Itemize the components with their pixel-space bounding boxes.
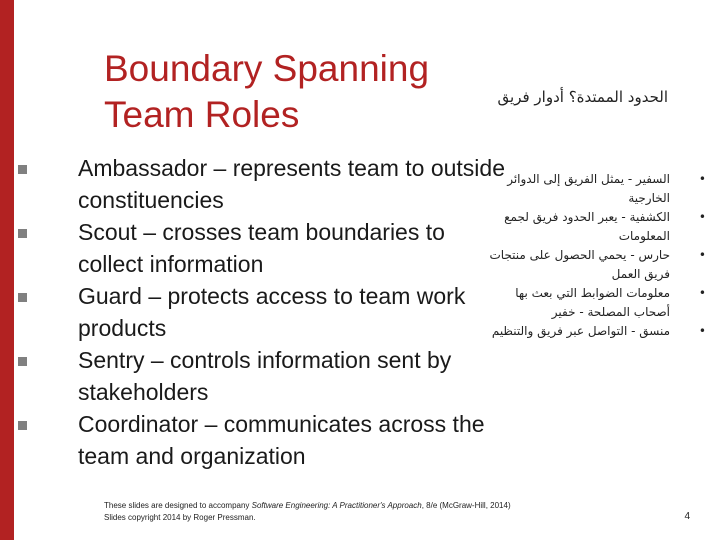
bullet-text: Guard – protects access to team work products bbox=[78, 283, 466, 341]
title-line-2: Team Roles bbox=[104, 94, 300, 135]
arabic-bullet-item bbox=[486, 246, 706, 284]
bullet-text: Scout – crosses team boundaries to collect information bbox=[78, 219, 445, 277]
bullet-item bbox=[18, 280, 508, 344]
square-bullet-icon bbox=[18, 421, 27, 430]
title-line-1: Boundary Spanning bbox=[104, 48, 430, 89]
footer-text-1: These slides are designed to accompany bbox=[104, 501, 252, 510]
dot-bullet-icon: • bbox=[698, 324, 706, 338]
arabic-bullet-text: معلومات الضوابط التي بعث بها أصحاب المصلحة - خفير bbox=[515, 286, 670, 319]
bullet-text: Coordinator – communicates across the team and organization bbox=[78, 411, 485, 469]
dot-bullet-icon: • bbox=[698, 172, 706, 186]
bullet-text: Sentry – controls information sent by stakeholders bbox=[78, 347, 452, 405]
arabic-title: الحدود الممتدة؟ أدوار فريق bbox=[497, 88, 668, 106]
accent-bar bbox=[0, 0, 14, 540]
arabic-bullet-text: منسق - التواصل عبر فريق والتنظيم bbox=[491, 324, 670, 338]
square-bullet-icon bbox=[18, 165, 27, 174]
arabic-bullet-item bbox=[486, 284, 706, 322]
page-number: 4 bbox=[684, 511, 690, 522]
arabic-bullet-text: السفير - يمثل الفريق إلى الدوائر الخارجية bbox=[507, 172, 670, 205]
bullet-text: Ambassador – represents team to outside constituencies bbox=[78, 155, 506, 213]
bullet-item bbox=[18, 408, 508, 472]
square-bullet-icon bbox=[18, 229, 27, 238]
square-bullet-icon bbox=[18, 357, 27, 366]
footer-book-title: Software Engineering: A Practitioner's Approach bbox=[251, 501, 422, 510]
footer-text-2: , 8/e (McGraw-Hill, 2014) Slides copyright 2014 by Roger Pressman. bbox=[104, 501, 511, 522]
arabic-bullet-item bbox=[486, 208, 706, 246]
dot-bullet-icon: • bbox=[698, 286, 706, 300]
bullet-list bbox=[18, 152, 508, 472]
arabic-bullet-item bbox=[486, 170, 706, 208]
bullet-item bbox=[18, 152, 508, 216]
arabic-bullet-text: حارس - يحمي الحصول على منتجات فريق العمل bbox=[489, 248, 670, 281]
arabic-bullet-item bbox=[486, 322, 706, 341]
copyright-footer bbox=[104, 500, 534, 524]
arabic-bullet-list bbox=[486, 170, 706, 341]
square-bullet-icon bbox=[18, 293, 27, 302]
dot-bullet-icon: • bbox=[698, 248, 706, 262]
arabic-bullet-text: الكشفية - يعبر الحدود فريق لجمع المعلومات bbox=[504, 210, 670, 243]
dot-bullet-icon: • bbox=[698, 210, 706, 224]
bullet-item bbox=[18, 216, 508, 280]
bullet-item bbox=[18, 344, 508, 408]
